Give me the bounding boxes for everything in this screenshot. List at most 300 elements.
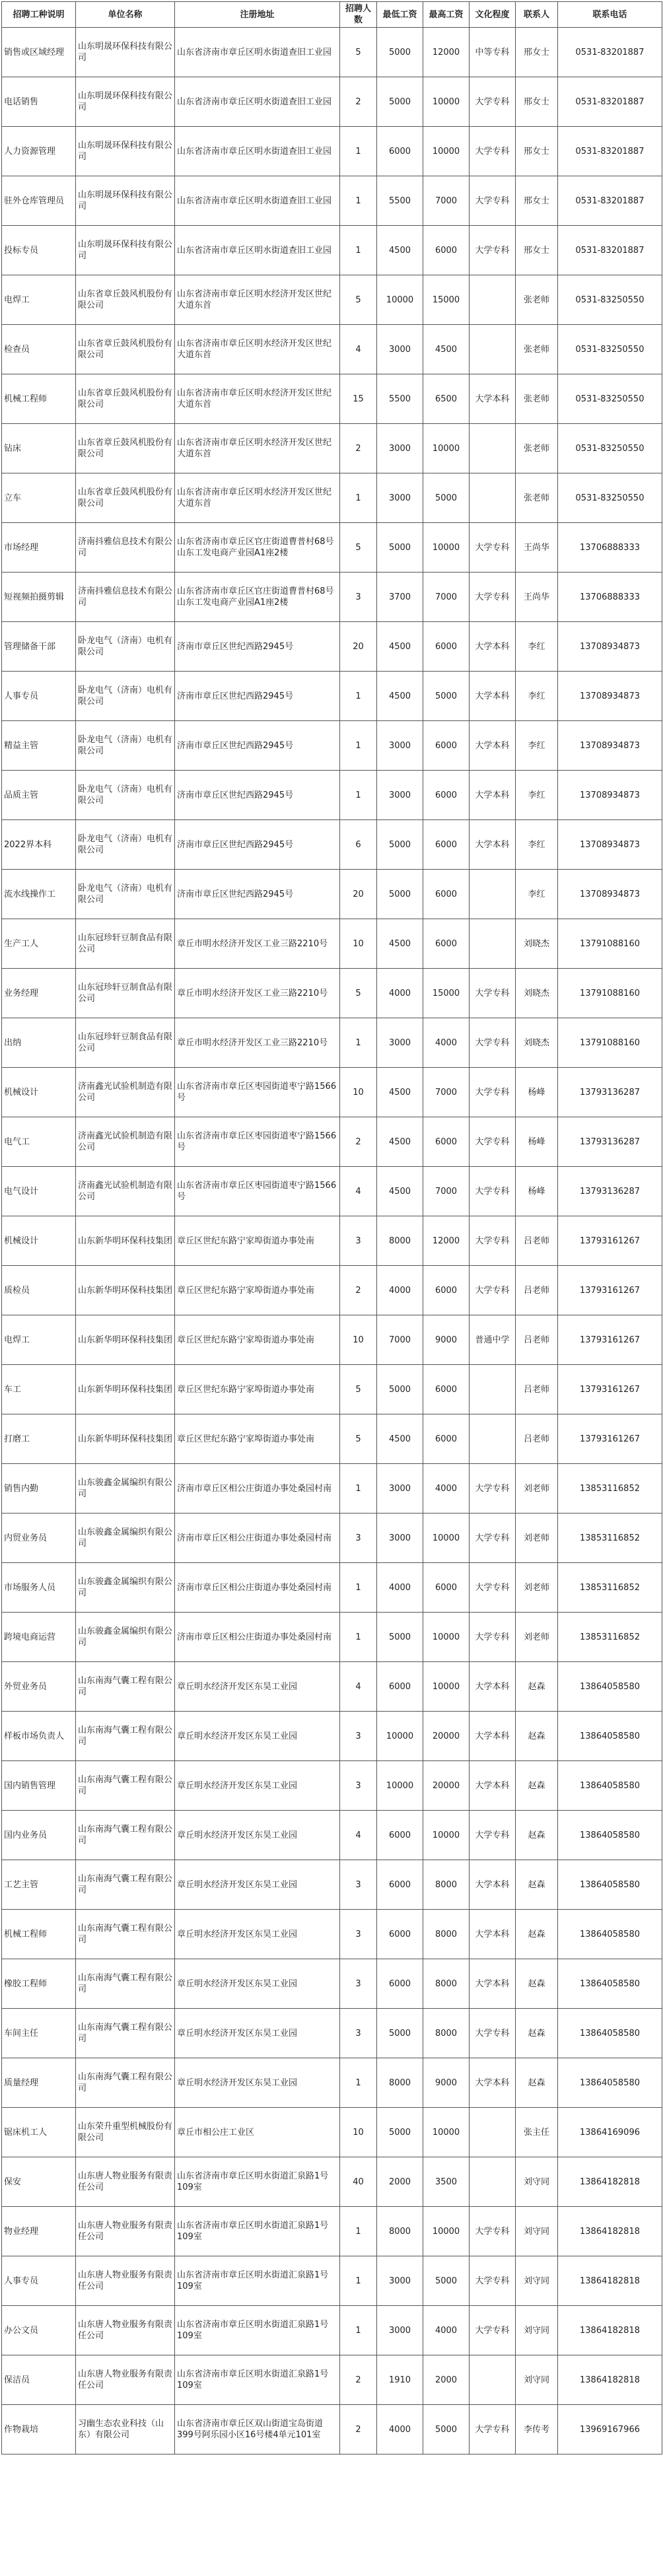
address-cell: 山东省济南市章丘区明水街道汇泉路1号109室 — [175, 2256, 340, 2306]
max-salary-cell: 12000 — [423, 28, 470, 77]
headcount-cell: 4 — [340, 1167, 377, 1216]
job-title-cell: 电气设计 — [2, 1167, 76, 1216]
min-salary-cell: 5000 — [377, 2108, 423, 2157]
education-cell: 大学专科 — [470, 1068, 516, 1117]
min-salary-cell: 3000 — [377, 424, 423, 473]
company-name-cell: 山东明晟环保科技有限公司 — [76, 176, 175, 226]
max-salary-cell: 6000 — [423, 622, 470, 672]
job-title-cell: 内贸业务员 — [2, 1514, 76, 1563]
job-title-cell: 出纳 — [2, 1018, 76, 1068]
table-row — [2, 127, 662, 176]
min-salary-cell: 4500 — [377, 1117, 423, 1167]
phone-cell: 13864182818 — [558, 2256, 662, 2306]
contact-person-cell: 刘晓杰 — [516, 969, 558, 1018]
address-cell: 济南市章丘区世纪西路2945号 — [175, 820, 340, 870]
max-salary-cell: 15000 — [423, 275, 470, 325]
address-cell: 山东省济南市章丘区明水街道查旧工业园 — [175, 226, 340, 275]
education-cell — [470, 1414, 516, 1464]
job-title-cell: 保洁员 — [2, 2355, 76, 2405]
education-cell: 大学本科 — [470, 672, 516, 721]
education-cell: 大学专科 — [470, 1514, 516, 1563]
headcount-cell: 1 — [340, 2256, 377, 2306]
max-salary-cell: 5000 — [423, 2405, 470, 2454]
company-name-cell: 济南鑫光试验机制造有限公司 — [76, 1167, 175, 1216]
phone-cell: 13793136287 — [558, 1117, 662, 1167]
phone-cell: 13793161267 — [558, 1414, 662, 1464]
contact-person-cell: 李红 — [516, 622, 558, 672]
education-cell: 大学专科 — [470, 1613, 516, 1662]
job-title-cell: 机械设计 — [2, 1068, 76, 1117]
phone-cell: 13793161267 — [558, 1216, 662, 1266]
address-cell: 章丘市相公庄工业区 — [175, 2108, 340, 2157]
table-row — [2, 1464, 662, 1514]
job-title-cell: 跨境电商运营 — [2, 1613, 76, 1662]
header-education: 文化程度 — [470, 2, 516, 28]
headcount-cell: 2 — [340, 2405, 377, 2454]
headcount-cell: 1 — [340, 721, 377, 771]
education-cell: 大学专科 — [470, 1167, 516, 1216]
address-cell: 济南市章丘区世纪西路2945号 — [175, 721, 340, 771]
table-row — [2, 969, 662, 1018]
company-name-cell: 济南鑫光试验机制造有限公司 — [76, 1117, 175, 1167]
contact-person-cell: 吕老师 — [516, 1315, 558, 1365]
max-salary-cell: 6500 — [423, 374, 470, 424]
headcount-cell: 5 — [340, 1365, 377, 1414]
headcount-cell: 1 — [340, 1018, 377, 1068]
min-salary-cell: 5500 — [377, 176, 423, 226]
min-salary-cell: 4000 — [377, 1266, 423, 1315]
headcount-cell: 2 — [340, 77, 377, 127]
headcount-cell: 1 — [340, 771, 377, 820]
max-salary-cell: 7000 — [423, 1167, 470, 1216]
job-title-cell: 机械工程师 — [2, 1910, 76, 1959]
table-row — [2, 919, 662, 969]
table-row — [2, 622, 662, 672]
address-cell: 章丘明水经济开发区东昊工业园 — [175, 1761, 340, 1811]
phone-cell: 13708934873 — [558, 672, 662, 721]
table-row — [2, 2306, 662, 2355]
job-title-cell: 生产工人 — [2, 919, 76, 969]
table-row — [2, 1216, 662, 1266]
header-min-salary: 最低工资 — [377, 2, 423, 28]
contact-person-cell: 刘老师 — [516, 1514, 558, 1563]
company-name-cell: 卧龙电气（济南）电机有限公司 — [76, 870, 175, 919]
phone-cell: 13853116852 — [558, 1464, 662, 1514]
job-title-cell: 车工 — [2, 1365, 76, 1414]
min-salary-cell: 1910 — [377, 2355, 423, 2405]
min-salary-cell: 5000 — [377, 870, 423, 919]
table-row — [2, 2256, 662, 2306]
education-cell: 大学专科 — [470, 77, 516, 127]
min-salary-cell: 5000 — [377, 1613, 423, 1662]
phone-cell: 13853116852 — [558, 1514, 662, 1563]
company-name-cell: 山东荣升重型机械股份有限公司 — [76, 2108, 175, 2157]
max-salary-cell: 6000 — [423, 870, 470, 919]
min-salary-cell: 3000 — [377, 2256, 423, 2306]
table-row — [2, 1910, 662, 1959]
education-cell: 大学本科 — [470, 771, 516, 820]
max-salary-cell: 7000 — [423, 573, 470, 622]
min-salary-cell: 3700 — [377, 573, 423, 622]
max-salary-cell: 5000 — [423, 2256, 470, 2306]
max-salary-cell: 8000 — [423, 1959, 470, 2009]
headcount-cell: 5 — [340, 523, 377, 573]
header-company: 单位名称 — [76, 2, 175, 28]
education-cell — [470, 2108, 516, 2157]
headcount-cell: 5 — [340, 1414, 377, 1464]
table-row — [2, 1662, 662, 1712]
max-salary-cell: 2000 — [423, 2355, 470, 2405]
max-salary-cell: 8000 — [423, 2009, 470, 2058]
phone-cell: 13791088160 — [558, 969, 662, 1018]
contact-person-cell: 张老师 — [516, 424, 558, 473]
max-salary-cell: 9000 — [423, 1315, 470, 1365]
contact-person-cell: 李红 — [516, 820, 558, 870]
education-cell: 大学本科 — [470, 2058, 516, 2108]
table-row — [2, 2009, 662, 2058]
contact-person-cell: 刘老师 — [516, 1563, 558, 1613]
education-cell — [470, 2355, 516, 2405]
min-salary-cell: 5000 — [377, 820, 423, 870]
table-row — [2, 870, 662, 919]
job-title-cell: 销售或区域经理 — [2, 28, 76, 77]
max-salary-cell: 7000 — [423, 1068, 470, 1117]
address-cell: 济南市章丘区相公庄街道办事处桑园村南 — [175, 1613, 340, 1662]
headcount-cell: 6 — [340, 820, 377, 870]
phone-cell: 13864058580 — [558, 1761, 662, 1811]
header-phone: 联系电话 — [558, 2, 662, 28]
table-row — [2, 1315, 662, 1365]
education-cell: 大学专科 — [470, 176, 516, 226]
company-name-cell: 山东唐人物业服务有限责任公司 — [76, 2355, 175, 2405]
headcount-cell: 4 — [340, 1811, 377, 1860]
job-title-cell: 作物栽培 — [2, 2405, 76, 2454]
education-cell: 大学专科 — [470, 127, 516, 176]
company-name-cell: 卧龙电气（济南）电机有限公司 — [76, 672, 175, 721]
max-salary-cell: 10000 — [423, 77, 470, 127]
contact-person-cell: 李传考 — [516, 2405, 558, 2454]
education-cell: 大学本科 — [470, 1910, 516, 1959]
education-cell: 大学专科 — [470, 969, 516, 1018]
max-salary-cell: 10000 — [423, 1514, 470, 1563]
address-cell: 济南市章丘区相公庄街道办事处桑园村南 — [175, 1464, 340, 1514]
contact-person-cell: 李红 — [516, 771, 558, 820]
phone-cell: 0531-83201887 — [558, 226, 662, 275]
address-cell: 济南市章丘区世纪西路2945号 — [175, 870, 340, 919]
education-cell — [470, 325, 516, 374]
max-salary-cell: 8000 — [423, 1910, 470, 1959]
table-row — [2, 771, 662, 820]
phone-cell: 0531-83250550 — [558, 473, 662, 523]
min-salary-cell: 5000 — [377, 2009, 423, 2058]
address-cell: 济南市章丘区相公庄街道办事处桑园村南 — [175, 1514, 340, 1563]
headcount-cell: 1 — [340, 2306, 377, 2355]
table-row — [2, 424, 662, 473]
phone-cell: 13864058580 — [558, 1662, 662, 1712]
min-salary-cell: 4000 — [377, 1563, 423, 1613]
company-name-cell: 山东骏鑫金属编织有限公司 — [76, 1514, 175, 1563]
min-salary-cell: 5000 — [377, 28, 423, 77]
contact-person-cell: 刘老师 — [516, 1613, 558, 1662]
headcount-cell: 10 — [340, 2108, 377, 2157]
address-cell: 山东省济南市章丘区明水经济开发区世纪大道东首 — [175, 275, 340, 325]
headcount-cell: 2 — [340, 2355, 377, 2405]
job-title-cell: 锯床机工人 — [2, 2108, 76, 2157]
contact-person-cell: 王尚华 — [516, 523, 558, 573]
company-name-cell: 山东骏鑫金属编织有限公司 — [76, 1464, 175, 1514]
job-title-cell: 工艺主管 — [2, 1860, 76, 1910]
address-cell: 山东省济南市章丘区明水经济开发区世纪大道东首 — [175, 424, 340, 473]
table-row — [2, 1018, 662, 1068]
phone-cell: 0531-83201887 — [558, 127, 662, 176]
contact-person-cell: 吕老师 — [516, 1414, 558, 1464]
company-name-cell: 山东南海气囊工程有限公司 — [76, 1910, 175, 1959]
contact-person-cell: 张老师 — [516, 473, 558, 523]
job-title-cell: 电焊工 — [2, 275, 76, 325]
company-name-cell: 山东骏鑫金属编织有限公司 — [76, 1613, 175, 1662]
education-cell: 大学专科 — [470, 2256, 516, 2306]
education-cell: 大学专科 — [470, 1563, 516, 1613]
education-cell: 大学本科 — [470, 721, 516, 771]
headcount-cell: 3 — [340, 573, 377, 622]
phone-cell: 13853116852 — [558, 1563, 662, 1613]
address-cell: 山东省济南市章丘区明水街道查旧工业园 — [175, 77, 340, 127]
phone-cell: 13864058580 — [558, 1959, 662, 2009]
phone-cell: 13793161267 — [558, 1266, 662, 1315]
company-name-cell: 山东南海气囊工程有限公司 — [76, 1712, 175, 1761]
phone-cell: 13864058580 — [558, 2058, 662, 2108]
job-title-cell: 流水线操作工 — [2, 870, 76, 919]
job-title-cell: 人事专员 — [2, 2256, 76, 2306]
table-row — [2, 2108, 662, 2157]
education-cell: 大学本科 — [470, 374, 516, 424]
company-name-cell: 卧龙电气（济南）电机有限公司 — [76, 771, 175, 820]
min-salary-cell: 10000 — [377, 1761, 423, 1811]
phone-cell: 0531-83201887 — [558, 77, 662, 127]
job-title-cell: 电话销售 — [2, 77, 76, 127]
table-row — [2, 275, 662, 325]
company-name-cell: 习幽生态农业科技（山东）有限公司 — [76, 2405, 175, 2454]
education-cell: 大学本科 — [470, 1860, 516, 1910]
company-name-cell: 山东南海气囊工程有限公司 — [76, 1761, 175, 1811]
table-row — [2, 721, 662, 771]
max-salary-cell: 4000 — [423, 1464, 470, 1514]
max-salary-cell: 6000 — [423, 1266, 470, 1315]
headcount-cell: 10 — [340, 1068, 377, 1117]
max-salary-cell: 20000 — [423, 1761, 470, 1811]
company-name-cell: 山东明晟环保科技有限公司 — [76, 77, 175, 127]
address-cell: 山东省济南市章丘区明水经济开发区世纪大道东首 — [175, 325, 340, 374]
phone-cell: 13864182818 — [558, 2157, 662, 2207]
education-cell — [470, 1365, 516, 1414]
company-name-cell: 山东南海气囊工程有限公司 — [76, 1860, 175, 1910]
header-job-title: 招聘工种说明 — [2, 2, 76, 28]
address-cell: 章丘明水经济开发区东昊工业园 — [175, 1712, 340, 1761]
contact-person-cell: 赵森 — [516, 1761, 558, 1811]
job-title-cell: 国内销售管理 — [2, 1761, 76, 1811]
phone-cell: 13864182818 — [558, 2207, 662, 2256]
job-title-cell: 车间主任 — [2, 2009, 76, 2058]
min-salary-cell: 4500 — [377, 226, 423, 275]
phone-cell: 13864058580 — [558, 1811, 662, 1860]
max-salary-cell: 6000 — [423, 1117, 470, 1167]
table-body — [2, 28, 662, 2454]
company-name-cell: 山东唐人物业服务有限责任公司 — [76, 2207, 175, 2256]
table-row — [2, 1068, 662, 1117]
headcount-cell: 1 — [340, 473, 377, 523]
contact-person-cell: 赵森 — [516, 1860, 558, 1910]
table-row — [2, 1563, 662, 1613]
contact-person-cell: 刘守同 — [516, 2306, 558, 2355]
header-contact: 联系人 — [516, 2, 558, 28]
contact-person-cell: 赵森 — [516, 1959, 558, 2009]
min-salary-cell: 5000 — [377, 1365, 423, 1414]
contact-person-cell: 邢女士 — [516, 77, 558, 127]
education-cell: 大学本科 — [470, 1761, 516, 1811]
min-salary-cell: 4500 — [377, 622, 423, 672]
company-name-cell: 山东明晟环保科技有限公司 — [76, 226, 175, 275]
education-cell — [470, 275, 516, 325]
education-cell: 中等专科 — [470, 28, 516, 77]
contact-person-cell: 吕老师 — [516, 1266, 558, 1315]
max-salary-cell: 5000 — [423, 473, 470, 523]
job-title-cell: 品质主管 — [2, 771, 76, 820]
headcount-cell: 10 — [340, 919, 377, 969]
job-title-cell: 2022界本科 — [2, 820, 76, 870]
headcount-cell: 10 — [340, 1315, 377, 1365]
table-row — [2, 2355, 662, 2405]
company-name-cell: 山东新华明环保科技集团 — [76, 1216, 175, 1266]
job-title-cell: 钻床 — [2, 424, 76, 473]
contact-person-cell: 刘守同 — [516, 2207, 558, 2256]
contact-person-cell: 张主任 — [516, 2108, 558, 2157]
phone-cell: 0531-83201887 — [558, 28, 662, 77]
job-title-cell: 精益主管 — [2, 721, 76, 771]
headcount-cell: 1 — [340, 2207, 377, 2256]
table-row — [2, 2207, 662, 2256]
table-row — [2, 1414, 662, 1464]
table-row — [2, 523, 662, 573]
contact-person-cell: 杨峰 — [516, 1117, 558, 1167]
contact-person-cell: 邢女士 — [516, 28, 558, 77]
job-title-cell: 质量经理 — [2, 2058, 76, 2108]
company-name-cell: 济南抖雅信息技术有限公司 — [76, 573, 175, 622]
header-address: 注册地址 — [175, 2, 340, 28]
address-cell: 山东省济南市章丘区明水经济开发区世纪大道东首 — [175, 473, 340, 523]
job-title-cell: 人事专员 — [2, 672, 76, 721]
company-name-cell: 山东明晟环保科技有限公司 — [76, 28, 175, 77]
max-salary-cell: 10000 — [423, 2108, 470, 2157]
address-cell: 山东省济南市章丘区明水街道汇泉路1号109室 — [175, 2306, 340, 2355]
address-cell: 山东省济南市章丘区明水经济开发区世纪大道东首 — [175, 374, 340, 424]
address-cell: 山东省济南市章丘区明水街道查旧工业园 — [175, 28, 340, 77]
address-cell: 章丘明水经济开发区东昊工业园 — [175, 2009, 340, 2058]
job-title-cell: 机械工程师 — [2, 374, 76, 424]
phone-cell: 13864058580 — [558, 1712, 662, 1761]
phone-cell: 13864169096 — [558, 2108, 662, 2157]
education-cell: 大学专科 — [470, 2405, 516, 2454]
headcount-cell: 3 — [340, 1712, 377, 1761]
headcount-cell: 5 — [340, 28, 377, 77]
phone-cell: 13708934873 — [558, 820, 662, 870]
company-name-cell: 山东新华明环保科技集团 — [76, 1315, 175, 1365]
min-salary-cell: 4500 — [377, 672, 423, 721]
headcount-cell: 20 — [340, 622, 377, 672]
contact-person-cell: 刘晓杰 — [516, 919, 558, 969]
job-title-cell: 机械设计 — [2, 1216, 76, 1266]
phone-cell: 13791088160 — [558, 1018, 662, 1068]
min-salary-cell: 6000 — [377, 1860, 423, 1910]
min-salary-cell: 4500 — [377, 1414, 423, 1464]
min-salary-cell: 3000 — [377, 2306, 423, 2355]
company-name-cell: 山东新华明环保科技集团 — [76, 1365, 175, 1414]
phone-cell: 13864058580 — [558, 1860, 662, 1910]
contact-person-cell: 杨峰 — [516, 1068, 558, 1117]
contact-person-cell: 张老师 — [516, 325, 558, 374]
table-header-row — [2, 2, 662, 28]
headcount-cell: 1 — [340, 672, 377, 721]
table-row — [2, 1860, 662, 1910]
address-cell: 章丘区世纪东路宁家埠街道办事处南 — [175, 1216, 340, 1266]
contact-person-cell: 赵森 — [516, 1712, 558, 1761]
address-cell: 山东省济南市章丘区枣园街道枣宁路1566号 — [175, 1068, 340, 1117]
job-title-cell: 外贸业务员 — [2, 1662, 76, 1712]
phone-cell: 13864182818 — [558, 2306, 662, 2355]
max-salary-cell: 12000 — [423, 1216, 470, 1266]
job-title-cell: 销售内勤 — [2, 1464, 76, 1514]
max-salary-cell: 20000 — [423, 1712, 470, 1761]
min-salary-cell: 2000 — [377, 2157, 423, 2207]
company-name-cell: 山东南海气囊工程有限公司 — [76, 1959, 175, 2009]
education-cell — [470, 919, 516, 969]
education-cell: 大学专科 — [470, 1018, 516, 1068]
phone-cell: 13793161267 — [558, 1315, 662, 1365]
headcount-cell: 3 — [340, 1216, 377, 1266]
company-name-cell: 济南抖雅信息技术有限公司 — [76, 523, 175, 573]
phone-cell: 13793136287 — [558, 1068, 662, 1117]
education-cell: 大学专科 — [470, 226, 516, 275]
job-title-cell: 电焊工 — [2, 1315, 76, 1365]
max-salary-cell: 4000 — [423, 2306, 470, 2355]
job-title-cell: 驻外仓库管理员 — [2, 176, 76, 226]
headcount-cell: 5 — [340, 969, 377, 1018]
table-row — [2, 1761, 662, 1811]
table-row — [2, 1811, 662, 1860]
contact-person-cell: 刘老师 — [516, 1464, 558, 1514]
header-headcount: 招聘人数 — [340, 2, 377, 28]
job-title-cell: 打磨工 — [2, 1414, 76, 1464]
address-cell: 山东省济南市章丘区枣园街道枣宁路1566号 — [175, 1117, 340, 1167]
table-row — [2, 1613, 662, 1662]
company-name-cell: 山东南海气囊工程有限公司 — [76, 1662, 175, 1712]
education-cell: 大学专科 — [470, 1266, 516, 1315]
education-cell: 大学本科 — [470, 622, 516, 672]
company-name-cell: 山东南海气囊工程有限公司 — [76, 2058, 175, 2108]
max-salary-cell: 8000 — [423, 1860, 470, 1910]
table-row — [2, 226, 662, 275]
company-name-cell: 卧龙电气（济南）电机有限公司 — [76, 820, 175, 870]
education-cell: 大学本科 — [470, 820, 516, 870]
max-salary-cell: 6000 — [423, 771, 470, 820]
job-title-cell: 短视频拍摄剪辑 — [2, 573, 76, 622]
job-title-cell: 质检员 — [2, 1266, 76, 1315]
max-salary-cell: 5000 — [423, 672, 470, 721]
headcount-cell: 2 — [340, 424, 377, 473]
max-salary-cell: 4000 — [423, 1018, 470, 1068]
education-cell: 大学本科 — [470, 1959, 516, 2009]
contact-person-cell: 赵森 — [516, 1910, 558, 1959]
contact-person-cell: 张老师 — [516, 374, 558, 424]
